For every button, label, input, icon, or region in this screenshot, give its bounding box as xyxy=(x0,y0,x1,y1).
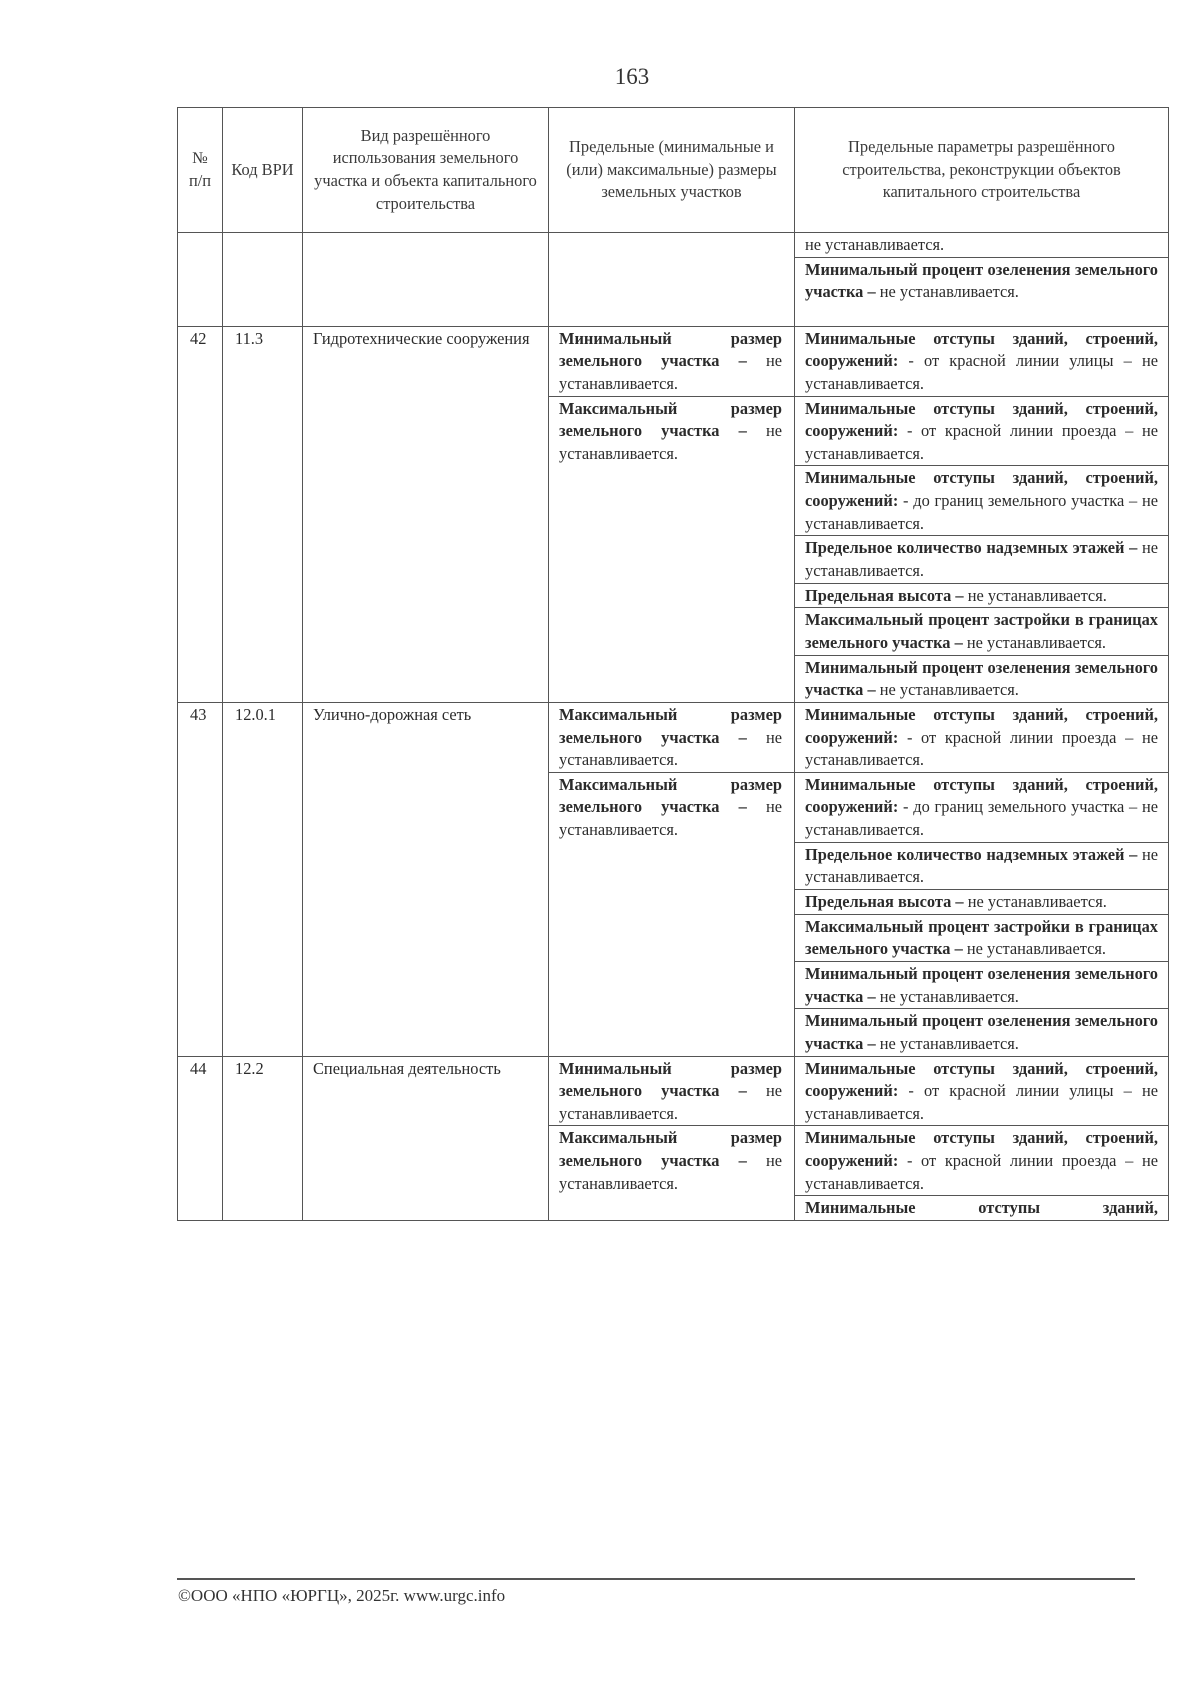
row-42-param-1: Минимальные отступы зданий, строений, сооружений: - от красной линии улицы – не устанавливается. xyxy=(795,326,1169,396)
row-43-kind: Улично-дорожная сеть xyxy=(303,702,549,1056)
row-43-param-4: Предельная высота – не устанавливается. xyxy=(795,890,1169,915)
row-43-param-6: Минимальный процент озеленения земельного участка – не устанавливается. xyxy=(795,961,1169,1008)
cont-param-1: не устанавливается. xyxy=(795,233,1169,258)
row-42-param-6: Максимальный процент застройки в границах земельного участка – не устанавливается. xyxy=(795,608,1169,655)
row-43-param-3: Предельное количество надземных этажей – не устанавливается. xyxy=(795,842,1169,889)
table-row xyxy=(178,702,1169,772)
row-42-param-4: Предельное количество надземных этажей – не устанавливается. xyxy=(795,536,1169,583)
table-row xyxy=(178,1056,1169,1126)
row-43-num: 43 xyxy=(178,702,223,1056)
row-42-param-2: Минимальные отступы зданий, строений, сооружений: - от красной линии проезда – не устанавливается. xyxy=(795,396,1169,466)
row-43-param-7: Минимальный процент озеленения земельного участка – не устанавливается. xyxy=(795,1009,1169,1056)
footer-copyright: ©ООО «НПО «ЮРГЦ», 2025г. www.urgc.info xyxy=(178,1586,506,1605)
row-44-num: 44 xyxy=(178,1056,223,1220)
cont-kind xyxy=(303,233,549,327)
header-kind: Вид разрешённого использования земельного участка и объекта капитального строительства xyxy=(303,108,549,233)
cont-code xyxy=(223,233,303,327)
cont-num xyxy=(178,233,223,327)
header-num: № п/п xyxy=(178,108,223,233)
row-44-param-2: Минимальные отступы зданий, строений, сооружений: - от красной линии проезда – не устанавливается. xyxy=(795,1126,1169,1196)
row-42-code: 11.3 xyxy=(223,326,303,702)
row-43-param-1: Минимальные отступы зданий, строений, сооружений: - от красной линии проезда – не устанавливается. xyxy=(795,702,1169,772)
page-number: 163 xyxy=(614,64,650,89)
row-42-size-2: Максимальный размер земельного участка – не устанавливается. xyxy=(549,396,795,702)
row-42-param-5: Предельная высота – не устанавливается. xyxy=(795,583,1169,608)
row-43-param-2: Минимальные отступы зданий, строений, сооружений: - до границ земельного участка – не устанавливается. xyxy=(795,772,1169,842)
table-header-row xyxy=(178,108,1169,233)
row-43-code: 12.0.1 xyxy=(223,702,303,1056)
header-code: Код ВРИ xyxy=(223,108,303,233)
cont-param-2: Минимальный процент озеленения земельного участка – не устанавливается. xyxy=(795,257,1169,326)
row-42-kind: Гидротехнические сооружения xyxy=(303,326,549,702)
cont-size xyxy=(549,233,795,327)
row-44-code: 12.2 xyxy=(223,1056,303,1220)
header-size: Предельные (минимальные и (или) максимальные) размеры земельных участков xyxy=(549,108,795,233)
row-43-size-1: Максимальный размер земельного участка – не устанавливается. xyxy=(549,702,795,772)
row-44-param-3: Минимальные отступы зданий, xyxy=(795,1196,1169,1221)
footer-divider xyxy=(177,1578,1135,1580)
header-params: Предельные параметры разрешённого строительства, реконструкции объектов капитального строительства xyxy=(795,108,1169,233)
row-42-num: 42 xyxy=(178,326,223,702)
row-44-kind: Специальная деятельность xyxy=(303,1056,549,1220)
row-43-size-2: Максимальный размер земельного участка – не устанавливается. xyxy=(549,772,795,1056)
row-43-param-5: Максимальный процент застройки в границах земельного участка – не устанавливается. xyxy=(795,914,1169,961)
table-row xyxy=(178,326,1169,396)
row-42-param-7: Минимальный процент озеленения земельного участка – не устанавливается. xyxy=(795,655,1169,702)
land-use-regulations-table xyxy=(177,107,1169,1221)
table-row xyxy=(178,233,1169,258)
row-44-size-2: Максимальный размер земельного участка – не устанавливается. xyxy=(549,1126,795,1221)
row-42-size-1: Минимальный размер земельного участка – не устанавливается. xyxy=(549,326,795,396)
row-44-param-1: Минимальные отступы зданий, строений, сооружений: - от красной линии улицы – не устанавливается. xyxy=(795,1056,1169,1126)
row-42-param-3: Минимальные отступы зданий, строений, сооружений: - до границ земельного участка – не устанавливается. xyxy=(795,466,1169,536)
row-44-size-1: Минимальный размер земельного участка – не устанавливается. xyxy=(549,1056,795,1126)
